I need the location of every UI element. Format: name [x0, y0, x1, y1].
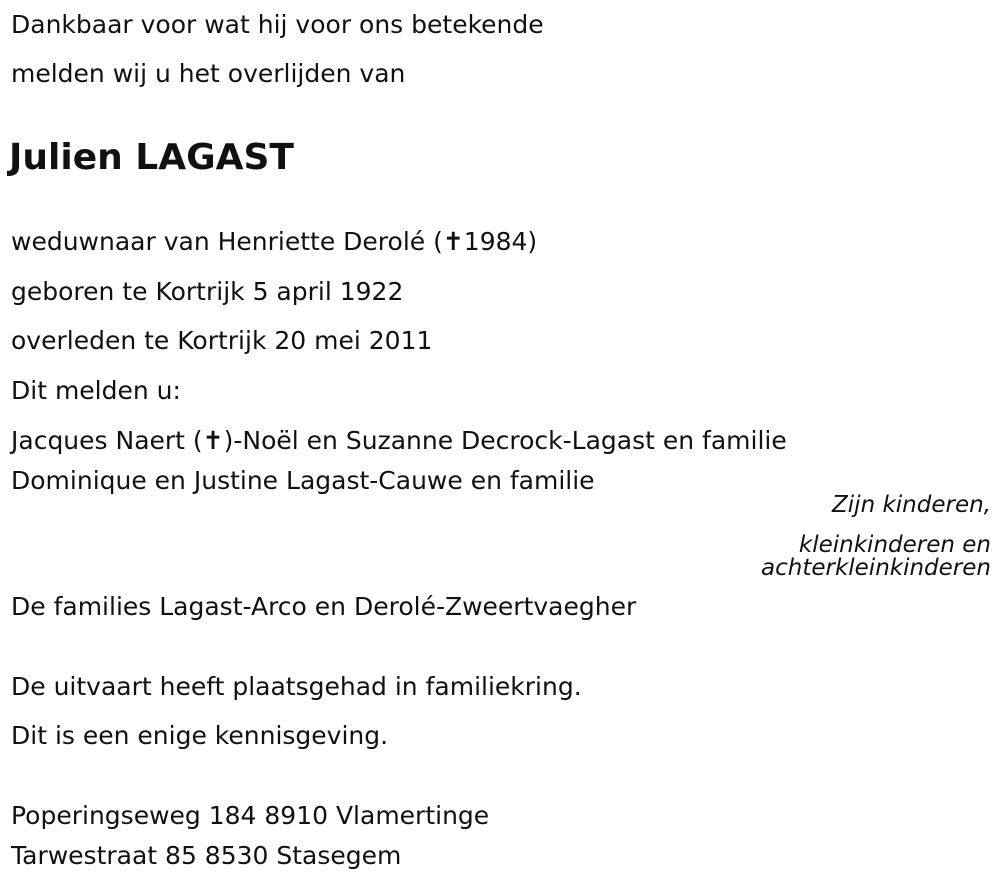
only-notice: Dit is een enige kennisgeving.	[11, 721, 389, 750]
families-line: De families Lagast-Arco en Derolé-Zweertvaegher	[11, 592, 637, 621]
relationship-line-1: Zijn kinderen,	[832, 492, 991, 518]
relationship-line-3: achterkleinkinderen	[761, 555, 991, 581]
deceased-name: Julien LAGAST	[9, 137, 294, 178]
birth-line: geboren te Kortrijk 5 april 1922	[11, 277, 404, 306]
address-line-1: Poperingseweg 184 8910 Vlamertinge	[11, 801, 490, 830]
family-line-1: Jacques Naert (✝)-Noël en Suzanne Decrock-Lagast en familie	[11, 426, 787, 455]
death-line: overleden te Kortrijk 20 mei 2011	[11, 326, 433, 355]
funeral-notice: De uitvaart heeft plaatsgehad in familiekring.	[11, 672, 582, 701]
intro-line-2: melden wij u het overlijden van	[11, 59, 406, 88]
address-line-2: Tarwestraat 85 8530 Stasegem	[11, 841, 402, 870]
relationship-line-2: kleinkinderen en	[798, 532, 991, 558]
family-line-2: Dominique en Justine Lagast-Cauwe en familie	[11, 466, 595, 495]
announcers-heading: Dit melden u:	[11, 376, 181, 405]
widower-line: weduwnaar van Henriette Derolé (✝1984)	[11, 227, 538, 256]
intro-line-1: Dankbaar voor wat hij voor ons betekende	[11, 10, 544, 39]
